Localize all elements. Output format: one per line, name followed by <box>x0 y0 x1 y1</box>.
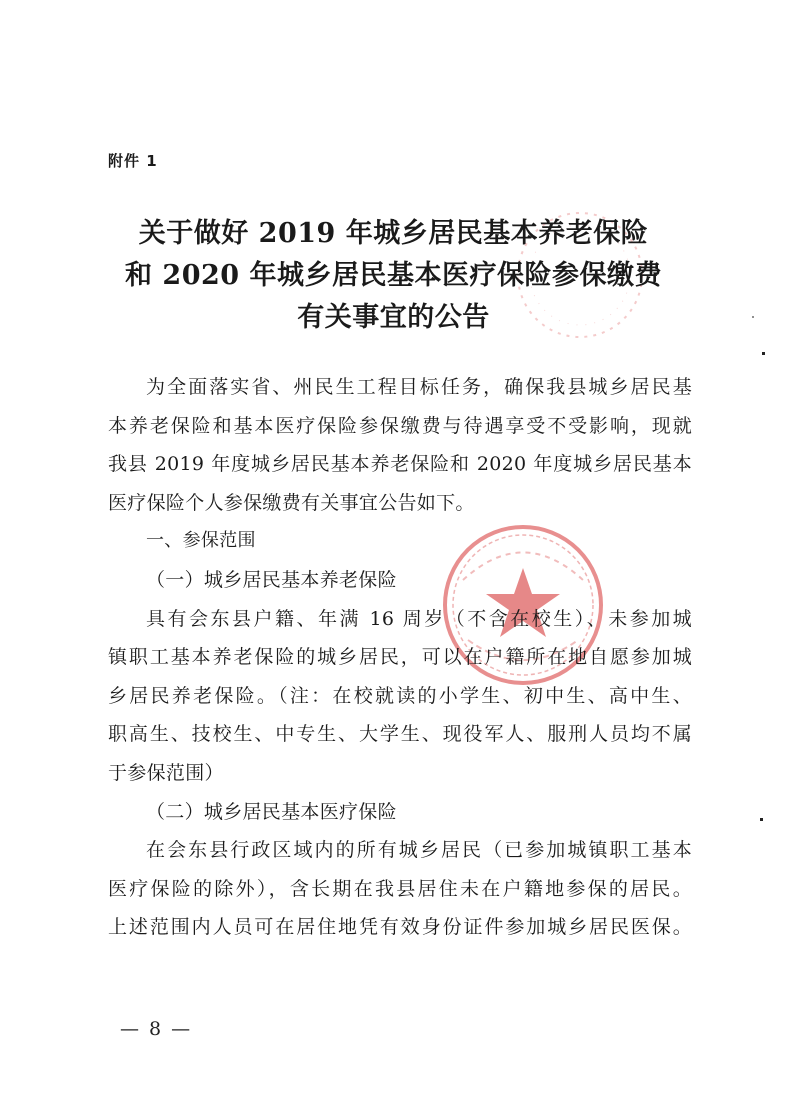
pension-line-5: 于参保范围） <box>108 761 224 784</box>
intro-line-3: 我县 2019 年度城乡居民基本养老保险和 2020 年度城乡居民基本 <box>108 453 692 476</box>
pension-line-2: 镇职工基本养老保险的城乡居民，可以在户籍所在地自愿参加城 <box>108 646 692 669</box>
pension-line-4: 职高生、技校生、中专生、大学生、现役军人、服刑人员均不属 <box>108 723 692 746</box>
pension-line-1: 具有会东县户籍、年满 16 周岁（不含在校生）、未参加城 <box>146 607 692 630</box>
section-heading: 一、参保范围 <box>146 530 256 552</box>
scan-mark <box>752 316 754 318</box>
title-line-3: 有关事宜的公告 <box>297 302 490 333</box>
document-title <box>60 213 727 339</box>
medical-line-3: 上述范围内人员可在居住地凭有效身份证件参加城乡居民医保。 <box>108 916 692 939</box>
title-line-2: 和 2020 年城乡居民基本医疗保险参保缴费 <box>125 260 662 291</box>
medical-line-1: 在会东县行政区域内的所有城乡居民（已参加城镇职工基本 <box>146 839 692 862</box>
page-number: — 8 — <box>120 1018 193 1040</box>
subsection-heading-medical: （二）城乡居民基本医疗保险 <box>146 800 397 823</box>
scan-mark <box>760 818 763 821</box>
medical-line-2: 医疗保险的除外），含长期在我县居住未在户籍地参保的居民。 <box>108 877 692 900</box>
title-line-1: 关于做好 2019 年城乡居民基本养老保险 <box>138 218 649 249</box>
intro-line-4: 医疗保险个人参保缴费有关事宜公告如下。 <box>108 491 475 514</box>
scan-mark <box>762 352 765 355</box>
pension-line-3: 乡居民养老保险。（注：在校就读的小学生、初中生、高中生、 <box>108 684 692 707</box>
intro-line-1: 为全面落实省、州民生工程目标任务，确保我县城乡居民基 <box>146 376 692 398</box>
attachment-label: 附件 1 <box>108 152 158 170</box>
subsection-heading-pension: （一）城乡居民基本养老保险 <box>146 568 397 591</box>
intro-line-2: 本养老保险和基本医疗保险参保缴费与待遇享受不受影响，现就 <box>108 414 692 437</box>
document-body <box>108 368 692 947</box>
